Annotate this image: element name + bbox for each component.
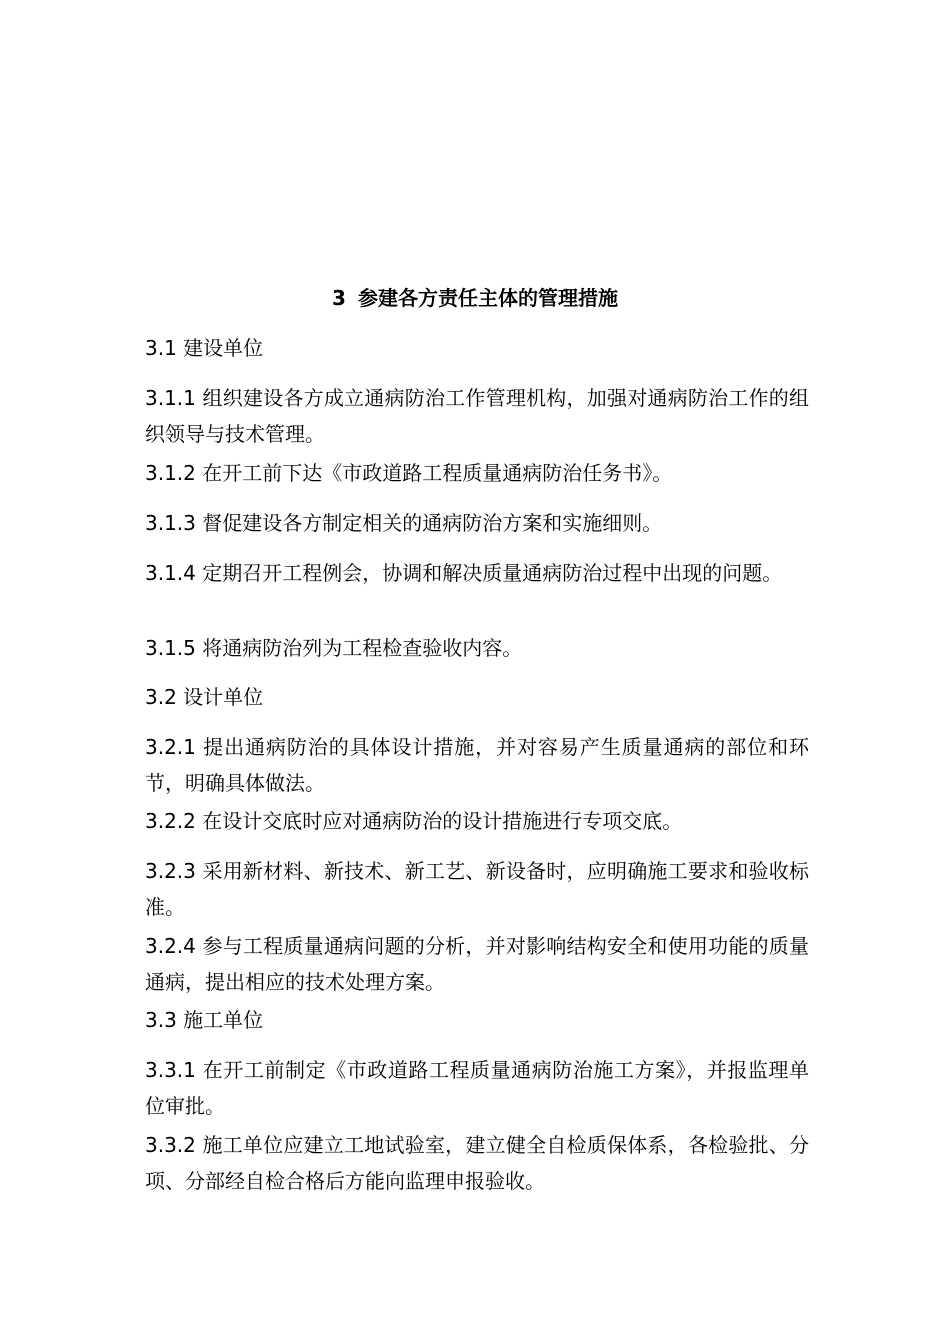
section-title-text: 参建各方责任主体的管理措施 — [357, 286, 618, 310]
paragraph-3-2-2: 3.2.2 在设计交底时应对通病防治的设计措施进行专项交底。 — [145, 809, 683, 833]
section-title — [145, 283, 805, 313]
paragraph-3-3-2: 3.3.2 施工单位应建立工地试验室，建立健全自检质保体系，各检验批、分项、分部经自检合格后方能向监理申报验收。 — [145, 1133, 809, 1193]
paragraph-3-1-4: 3.1.4 定期召开工程例会，协调和解决质量通病防治过程中出现的问题。 — [145, 561, 783, 585]
paragraph-3-1-3: 3.1.3 督促建设各方制定相关的通病防治方案和实施细则。 — [145, 511, 663, 535]
paragraph-3-1-2: 3.1.2 在开工前下达《市政道路工程质量通病防治任务书》。 — [145, 461, 673, 485]
subsection-heading-3-3: 3.3 施工单位 — [145, 1008, 264, 1032]
subsection-heading-3-1: 3.1 建设单位 — [145, 336, 264, 360]
paragraph-3-2-1: 3.2.1 提出通病防治的具体设计措施，并对容易产生质量通病的部位和环节，明确具体做法。 — [145, 735, 809, 795]
section-number: 3 — [332, 286, 346, 310]
paragraph-3-1-5: 3.1.5 将通病防治列为工程检查验收内容。 — [145, 636, 523, 660]
paragraph-3-1-1: 3.1.1 组织建设各方成立通病防治工作管理机构，加强对通病防治工作的组织领导与技术管理。 — [145, 386, 809, 446]
paragraph-3-3-1: 3.3.1 在开工前制定《市政道路工程质量通病防治施工方案》，并报监理单位审批。 — [145, 1058, 809, 1118]
paragraph-3-2-4: 3.2.4 参与工程质量通病问题的分析，并对影响结构安全和使用功能的质量通病，提出相应的技术处理方案。 — [145, 934, 809, 994]
subsection-heading-3-2: 3.2 设计单位 — [145, 685, 264, 709]
paragraph-3-2-3: 3.2.3 采用新材料、新技术、新工艺、新设备时，应明确施工要求和验收标准。 — [145, 859, 809, 919]
